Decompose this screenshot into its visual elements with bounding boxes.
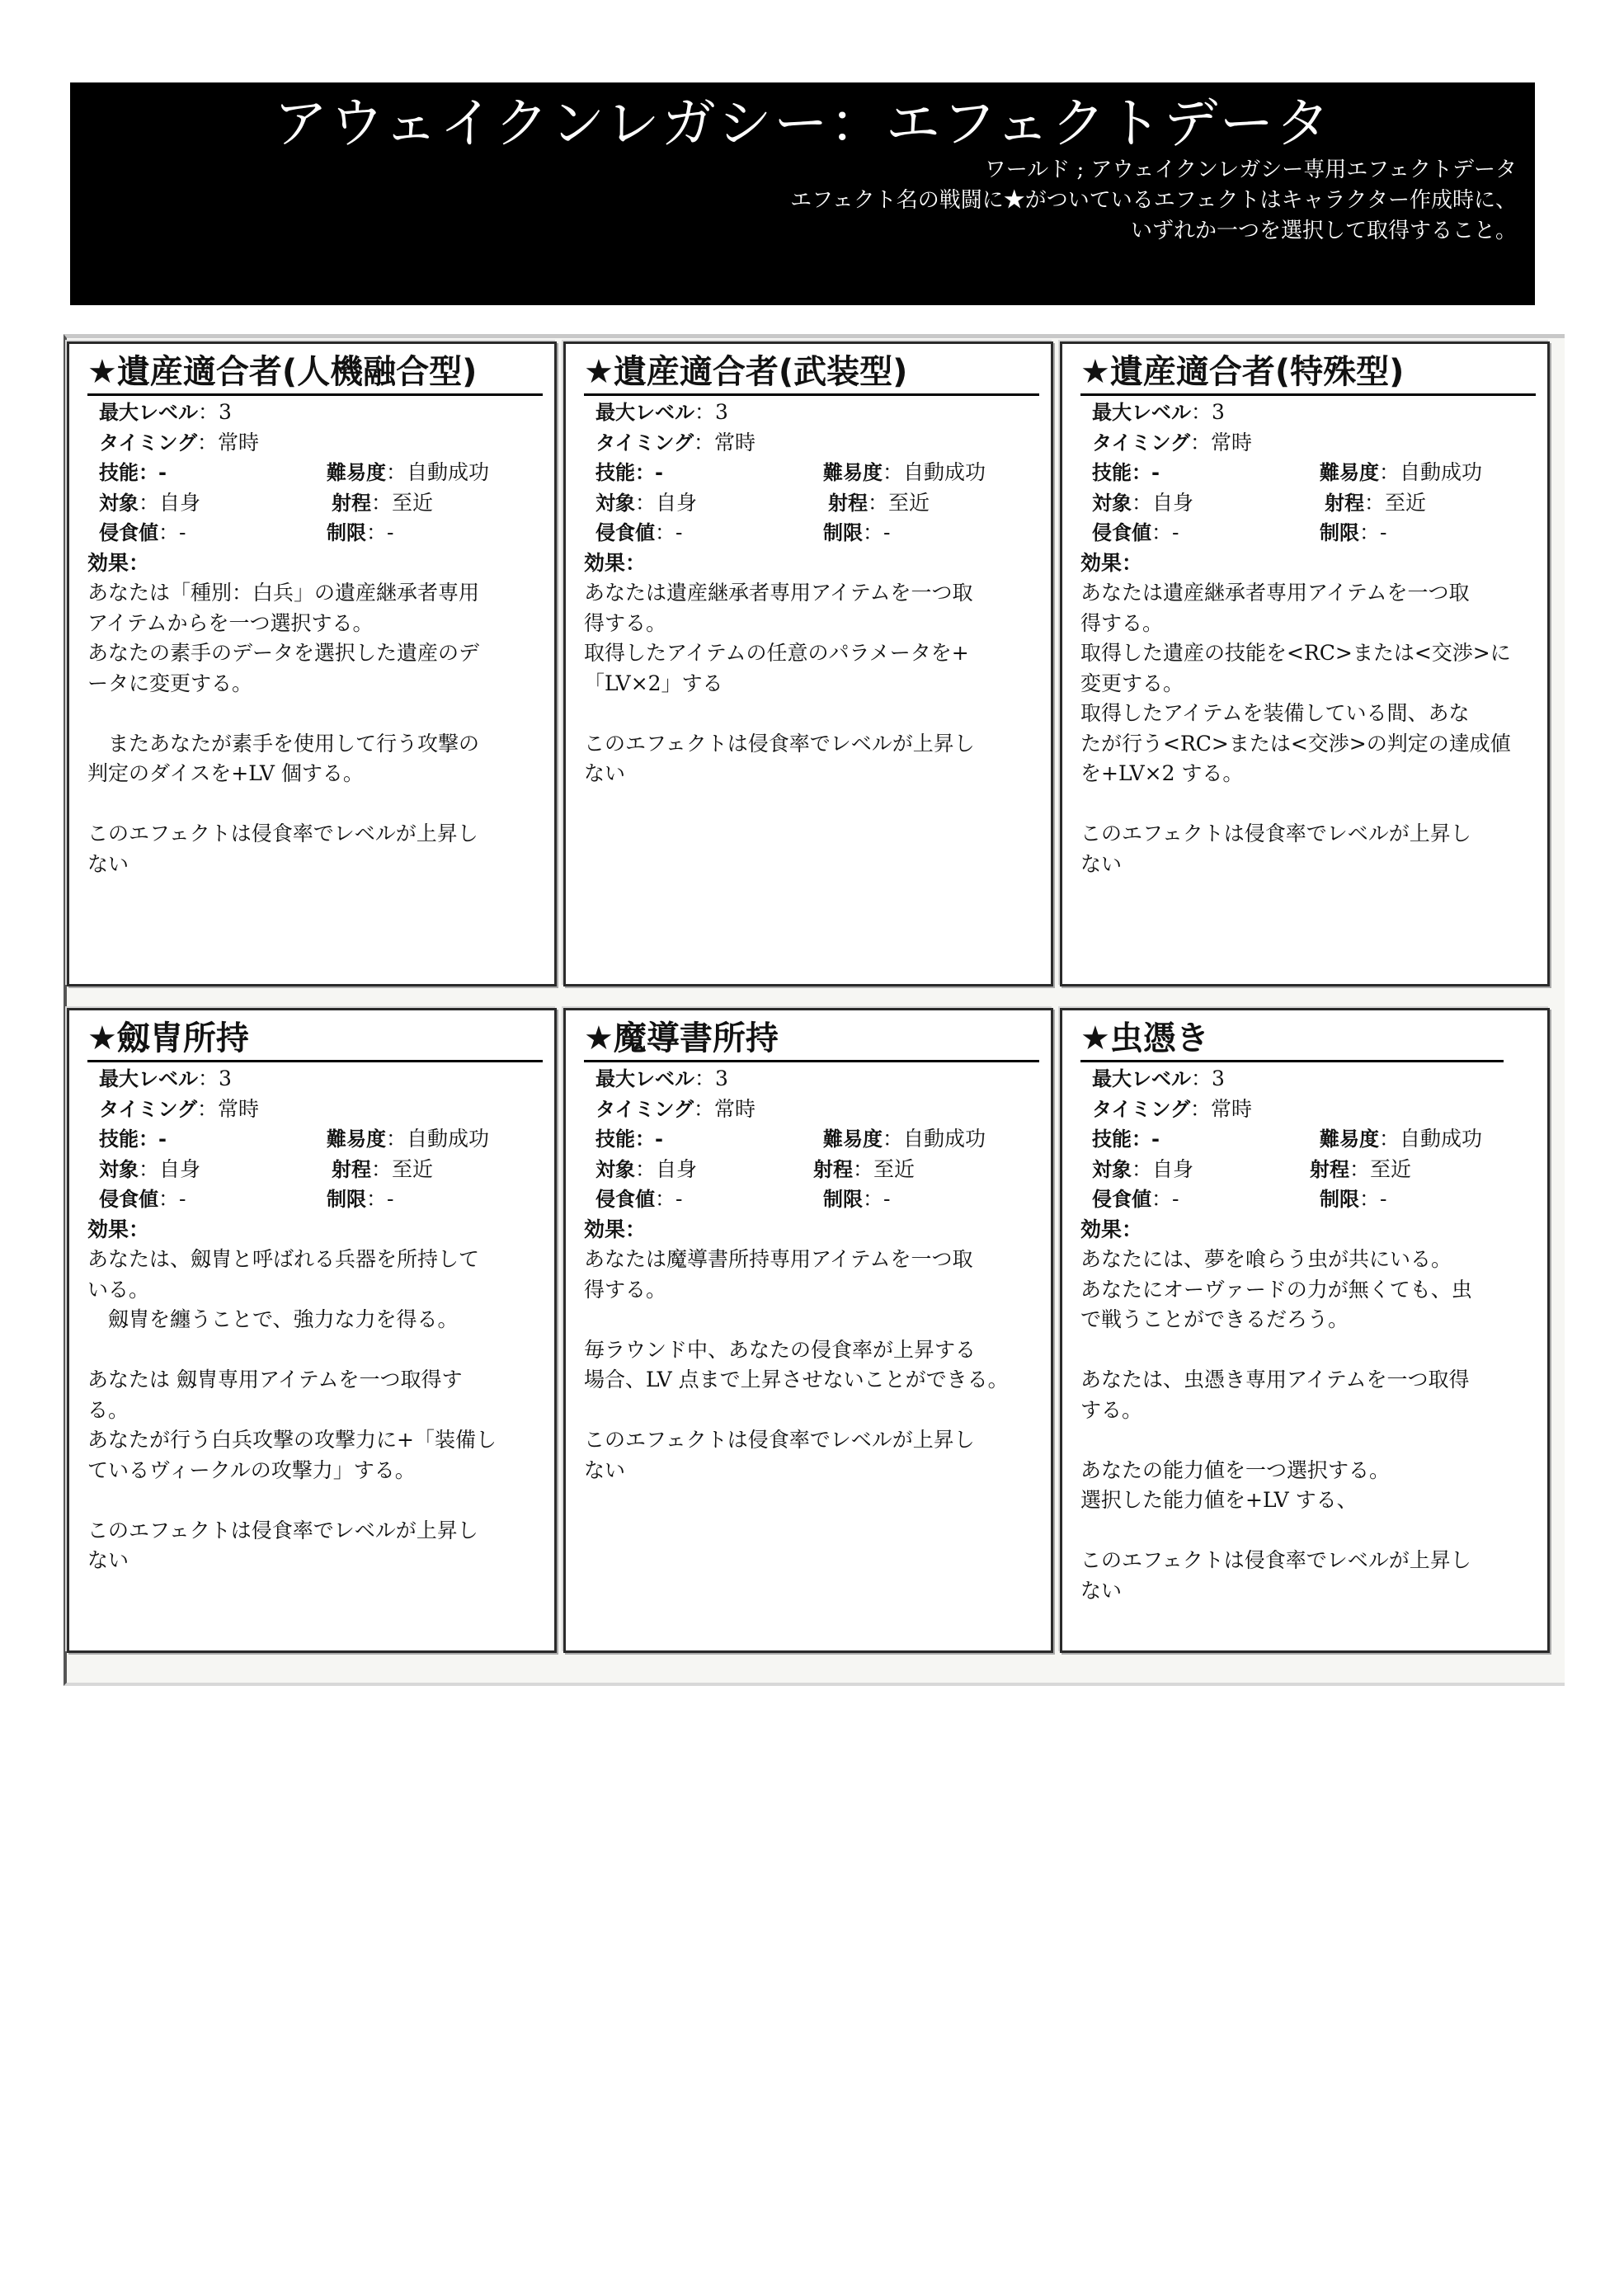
- erosion-value: ：-: [655, 1187, 683, 1211]
- erosion-value: ：-: [158, 520, 186, 544]
- effect-text-line: またあなたが素手を使用して行う攻撃の: [87, 731, 480, 756]
- target-row: [87, 1155, 541, 1185]
- effect-text-line: このエフェクトは侵食率でレベルが上昇し: [584, 731, 975, 756]
- max-level-value: ：3: [694, 400, 728, 424]
- target-row: [87, 488, 541, 519]
- effect-text-line: アイテムからを一つ選択する。: [87, 610, 374, 635]
- erosion-row: [87, 1184, 541, 1215]
- limit-label: 制限: [327, 521, 366, 544]
- timing-value: ：常時: [694, 430, 756, 454]
- effect-text-line: 得する。: [1080, 610, 1164, 635]
- erosion-value: ：-: [158, 1187, 186, 1211]
- max-level-row: [87, 398, 541, 428]
- difficulty-cell: [823, 458, 986, 488]
- effect-text-line: あなたは、劔冑と呼ばれる兵器を所持して: [87, 1247, 480, 1271]
- difficulty-label: 難易度: [823, 1128, 883, 1151]
- effect-text-line: あなたは遺産継承者専用アイテムを一つ取: [584, 581, 973, 605]
- range-cell: [332, 1155, 433, 1185]
- effect-text-line: ない: [87, 851, 129, 876]
- timing-row: [1080, 1095, 1534, 1125]
- range-value: ：至近: [868, 490, 930, 515]
- timing-value: ：常時: [1190, 1096, 1253, 1121]
- difficulty-cell: [327, 458, 489, 488]
- max-level-label: 最大レベル: [99, 1067, 198, 1090]
- effect-title: ★遺産適合者(武装型): [584, 351, 1039, 396]
- skill-row: [584, 1124, 1038, 1155]
- effect-heading: 効果：: [584, 1217, 647, 1241]
- difficulty-value: ：自動成功: [1379, 460, 1483, 484]
- effect-text-line: 劔冑を纏うことで、強力な力を得る。: [87, 1307, 459, 1331]
- range-value: ：至近: [1364, 490, 1427, 515]
- skill-label: 技能: [99, 1128, 139, 1151]
- effect-text-line: ない: [1080, 1578, 1123, 1603]
- target-value: ：自身: [1132, 1156, 1194, 1181]
- limit-label: 制限: [1320, 521, 1359, 544]
- max-level-row: [1080, 398, 1534, 428]
- effect-text-line: 変更する。: [1080, 671, 1184, 695]
- effect-text-line: [87, 1486, 541, 1516]
- skill-value: ：-: [139, 461, 167, 484]
- difficulty-label: 難易度: [823, 461, 883, 484]
- skill-label: 技能: [99, 461, 139, 484]
- effect-text-line: 得する。: [584, 1277, 667, 1302]
- limit-value: ：-: [863, 1187, 891, 1211]
- target-label: 対象: [1092, 1157, 1132, 1181]
- max-level-label: 最大レベル: [1092, 1067, 1191, 1090]
- difficulty-label: 難易度: [327, 461, 386, 484]
- max-level-label: 最大レベル: [1092, 401, 1191, 424]
- difficulty-cell: [1320, 458, 1482, 488]
- erosion-value: ：-: [1151, 1187, 1179, 1211]
- effect-text-line: 取得したアイテムの任意のパラメータを+: [584, 641, 969, 665]
- max-level-value: ：3: [1191, 1066, 1225, 1090]
- timing-value: ：常時: [197, 430, 260, 454]
- effect-text-line: あなたにオーヴァードの力が無くても、虫: [1080, 1277, 1472, 1302]
- timing-value: ：常時: [1190, 430, 1253, 454]
- target-label: 対象: [1092, 491, 1132, 515]
- effect-text-line: [87, 789, 541, 820]
- effect-heading: 効果：: [1080, 1217, 1143, 1241]
- header-note-rule: エフェクト名の戦闘に★がついているエフェクトはキャラクター作成時に、: [790, 187, 1517, 213]
- skill-row: [87, 458, 541, 488]
- skill-value: ：-: [635, 1128, 663, 1151]
- erosion-label: 侵食値: [595, 521, 655, 544]
- skill-value: ：-: [1132, 1128, 1160, 1151]
- effect-text-line: する。: [1080, 1397, 1143, 1422]
- effect-text-line: このエフェクトは侵食率でレベルが上昇し: [584, 1428, 975, 1452]
- erosion-value: ：-: [1151, 520, 1179, 544]
- timing-value: ：常時: [197, 1096, 260, 1121]
- erosion-row: [584, 518, 1038, 549]
- effect-text-line: 「LV×2」する: [584, 671, 723, 695]
- difficulty-label: 難易度: [1320, 461, 1379, 484]
- effect-card: [67, 341, 557, 986]
- limit-value: ：-: [366, 520, 394, 544]
- timing-label: タイミング: [1092, 1097, 1191, 1121]
- effect-text-line: あなたには、夢を喰らう虫が共にいる。: [1080, 1247, 1452, 1271]
- timing-row: [1080, 428, 1534, 459]
- limit-value: ：-: [1359, 520, 1387, 544]
- effect-text-line: [87, 699, 541, 729]
- range-value: ：至近: [371, 490, 434, 515]
- effect-text-line: [87, 1335, 541, 1366]
- max-level-value: ：3: [1191, 400, 1225, 424]
- effect-heading: 効果：: [584, 550, 647, 575]
- limit-cell: [327, 1184, 393, 1215]
- limit-cell: [823, 518, 890, 549]
- effect-card: [563, 341, 1053, 986]
- effect-text-line: 取得した遺産の技能を<RC>または<交渉>に: [1080, 641, 1511, 665]
- effect-text-line: [584, 1305, 1038, 1335]
- range-cell: [828, 488, 930, 519]
- effect-heading: 効果：: [87, 1217, 150, 1241]
- effect-text-line: あなたは 劔冑専用アイテムを一つ取得す: [87, 1368, 463, 1391]
- range-label: 射程: [828, 491, 868, 515]
- skill-label: 技能: [595, 461, 635, 484]
- target-row: [1080, 1155, 1534, 1185]
- effect-text-line: 毎ラウンド中、あなたの侵食率が上昇する: [584, 1337, 977, 1362]
- difficulty-cell: [823, 1124, 986, 1155]
- difficulty-value: ：自動成功: [386, 460, 490, 484]
- effect-heading: 効果：: [87, 550, 150, 575]
- effect-card: [1060, 341, 1550, 986]
- effect-text-line: あなたの素手のデータを選択した遺産のデ: [87, 641, 480, 665]
- effect-text-line: る。: [87, 1397, 129, 1422]
- range-label: 射程: [1325, 491, 1364, 515]
- effect-card: [1060, 1008, 1550, 1653]
- erosion-label: 侵食値: [595, 1188, 655, 1211]
- max-level-label: 最大レベル: [595, 401, 694, 424]
- timing-label: タイミング: [595, 1097, 694, 1121]
- effect-text-line: あなたは、虫憑き専用アイテムを一つ取得: [1080, 1368, 1470, 1391]
- limit-label: 制限: [823, 521, 863, 544]
- effect-text-line: [1080, 1516, 1534, 1547]
- target-value: ：自身: [139, 1156, 201, 1181]
- target-value: ：自身: [1132, 490, 1194, 515]
- effect-text-line: で戦うことができるだろう。: [1080, 1307, 1349, 1331]
- erosion-row: [584, 1184, 1038, 1215]
- range-cell: [813, 1155, 915, 1185]
- limit-cell: [327, 518, 393, 549]
- limit-label: 制限: [1320, 1188, 1359, 1211]
- erosion-label: 侵食値: [1092, 1188, 1151, 1211]
- skill-label: 技能: [595, 1128, 635, 1151]
- effect-text-line: を+LV×2 する。: [1080, 761, 1244, 785]
- timing-row: [87, 428, 541, 459]
- target-row: [1080, 488, 1534, 519]
- max-level-row: [87, 1064, 541, 1095]
- effect-text-line: [584, 699, 1038, 729]
- range-label: 射程: [332, 1157, 371, 1181]
- effect-text-line: 取得したアイテムを装備している間、あな: [1080, 701, 1470, 725]
- skill-row: [1080, 458, 1534, 488]
- range-label: 射程: [1310, 1157, 1349, 1181]
- erosion-label: 侵食値: [99, 521, 158, 544]
- effect-title: ★魔導書所持: [584, 1017, 1039, 1062]
- max-level-row: [584, 398, 1038, 428]
- effect-title: ★劔冑所持: [87, 1017, 543, 1062]
- max-level-value: ：3: [198, 1066, 232, 1090]
- skill-row: [1080, 1124, 1534, 1155]
- header-note-world: ワールド ; アウェイクンレガシー専用エフェクトデータ: [984, 158, 1517, 182]
- range-label: 射程: [813, 1157, 853, 1181]
- effect-heading: 効果：: [1080, 550, 1143, 575]
- limit-value: ：-: [863, 520, 891, 544]
- max-level-row: [1080, 1064, 1534, 1095]
- skill-label: 技能: [1092, 1128, 1132, 1151]
- max-level-row: [584, 1064, 1038, 1095]
- effect-text-line: このエフェクトは侵食率でレベルが上昇し: [87, 1518, 478, 1542]
- page-title: アウェイクンレガシー：エフェクトデータ: [273, 92, 1332, 155]
- limit-cell: [823, 1184, 890, 1215]
- effect-text-line: たが行う<RC>または<交渉>の判定の達成値: [1080, 731, 1511, 756]
- timing-row: [87, 1095, 541, 1125]
- max-level-value: ：3: [694, 1066, 728, 1090]
- target-label: 対象: [99, 1157, 139, 1181]
- effect-text-line: あなたが行う白兵攻撃の攻撃力に+「装備し: [87, 1428, 497, 1452]
- skill-row: [87, 1124, 541, 1155]
- effect-text-line: [1080, 1425, 1534, 1456]
- effect-text-line: あなたは魔導書所持専用アイテムを一つ取: [584, 1247, 973, 1271]
- target-label: 対象: [595, 1157, 635, 1181]
- range-value: ：至近: [1349, 1156, 1412, 1181]
- difficulty-value: ：自動成功: [883, 460, 986, 484]
- limit-label: 制限: [823, 1188, 863, 1211]
- effect-text-line: このエフェクトは侵食率でレベルが上昇し: [87, 822, 478, 845]
- timing-label: タイミング: [99, 431, 198, 454]
- effect-text-line: ない: [87, 1548, 129, 1572]
- header-note-rule-cont: いずれか一つを選択して取得すること。: [1130, 218, 1517, 243]
- effect-text-line: ているヴィークルの攻撃力」する。: [87, 1457, 416, 1482]
- target-label: 対象: [99, 491, 139, 515]
- skill-value: ：-: [139, 1128, 167, 1151]
- effect-title: ★遺産適合者(特殊型): [1080, 351, 1536, 396]
- erosion-row: [87, 518, 541, 549]
- difficulty-label: 難易度: [1320, 1128, 1379, 1151]
- range-value: ：至近: [371, 1156, 434, 1181]
- difficulty-value: ：自動成功: [883, 1127, 986, 1151]
- effect-text-line: このエフェクトは侵食率でレベルが上昇し: [1080, 1548, 1471, 1572]
- erosion-row: [1080, 518, 1534, 549]
- max-level-label: 最大レベル: [595, 1067, 694, 1090]
- effect-text-line: あなたの能力値を一つ選択する。: [1080, 1457, 1391, 1482]
- difficulty-cell: [1320, 1124, 1482, 1155]
- effect-text-line: [1080, 789, 1534, 820]
- target-value: ：自身: [139, 490, 201, 515]
- timing-row: [584, 428, 1038, 459]
- header-banner: [70, 82, 1535, 305]
- effect-text-line: 場合、LV 点まで上昇させないことができる。: [584, 1368, 1009, 1391]
- limit-value: ：-: [1359, 1187, 1387, 1211]
- difficulty-value: ：自動成功: [1379, 1127, 1483, 1151]
- range-label: 射程: [332, 491, 371, 515]
- effect-text-line: あなたは「種別：白兵」の遺産継承者専用: [87, 581, 480, 605]
- timing-value: ：常時: [694, 1096, 756, 1121]
- timing-label: タイミング: [595, 431, 694, 454]
- range-cell: [1325, 488, 1426, 519]
- difficulty-cell: [327, 1124, 489, 1155]
- target-label: 対象: [595, 491, 635, 515]
- effect-text-line: 得する。: [584, 610, 667, 635]
- range-cell: [332, 488, 433, 519]
- erosion-label: 侵食値: [99, 1188, 158, 1211]
- target-row: [584, 488, 1038, 519]
- difficulty-label: 難易度: [327, 1128, 386, 1151]
- range-cell: [1310, 1155, 1411, 1185]
- effect-title: ★遺産適合者(人機融合型): [87, 351, 543, 396]
- skill-value: ：-: [635, 461, 663, 484]
- effect-text-line: [1080, 1335, 1534, 1366]
- effect-text-line: このエフェクトは侵食率でレベルが上昇し: [1080, 822, 1471, 845]
- effect-card: [67, 1008, 557, 1653]
- timing-row: [584, 1095, 1038, 1125]
- skill-label: 技能: [1092, 461, 1132, 484]
- effect-title: ★虫憑き: [1080, 1017, 1504, 1062]
- limit-cell: [1320, 1184, 1386, 1215]
- range-value: ：至近: [853, 1156, 916, 1181]
- effect-text-line: [584, 1396, 1038, 1426]
- target-value: ：自身: [635, 1156, 698, 1181]
- max-level-value: ：3: [198, 400, 232, 424]
- effect-text-line: いる。: [87, 1277, 150, 1302]
- skill-row: [584, 458, 1038, 488]
- effect-text-line: あなたは遺産継承者専用アイテムを一つ取: [1080, 581, 1470, 605]
- effect-text-line: ない: [584, 1457, 626, 1482]
- max-level-label: 最大レベル: [99, 401, 198, 424]
- timing-label: タイミング: [99, 1097, 198, 1121]
- effect-text-line: 判定のダイスを+LV 個する。: [87, 761, 364, 785]
- effect-card: [563, 1008, 1053, 1653]
- limit-label: 制限: [327, 1188, 366, 1211]
- target-row: [584, 1155, 1038, 1185]
- difficulty-value: ：自動成功: [386, 1127, 490, 1151]
- limit-cell: [1320, 518, 1386, 549]
- erosion-row: [1080, 1184, 1534, 1215]
- erosion-value: ：-: [655, 520, 683, 544]
- erosion-label: 侵食値: [1092, 521, 1151, 544]
- target-value: ：自身: [635, 490, 698, 515]
- effect-text-line: ない: [584, 761, 626, 785]
- effect-text-line: 選択した能力値を+LV する、: [1080, 1488, 1358, 1512]
- limit-value: ：-: [366, 1187, 394, 1211]
- timing-label: タイミング: [1092, 431, 1191, 454]
- skill-value: ：-: [1132, 461, 1160, 484]
- header-notes: [790, 155, 1517, 247]
- effect-text-line: ータに変更する。: [87, 671, 253, 695]
- effect-text-line: ない: [1080, 851, 1123, 876]
